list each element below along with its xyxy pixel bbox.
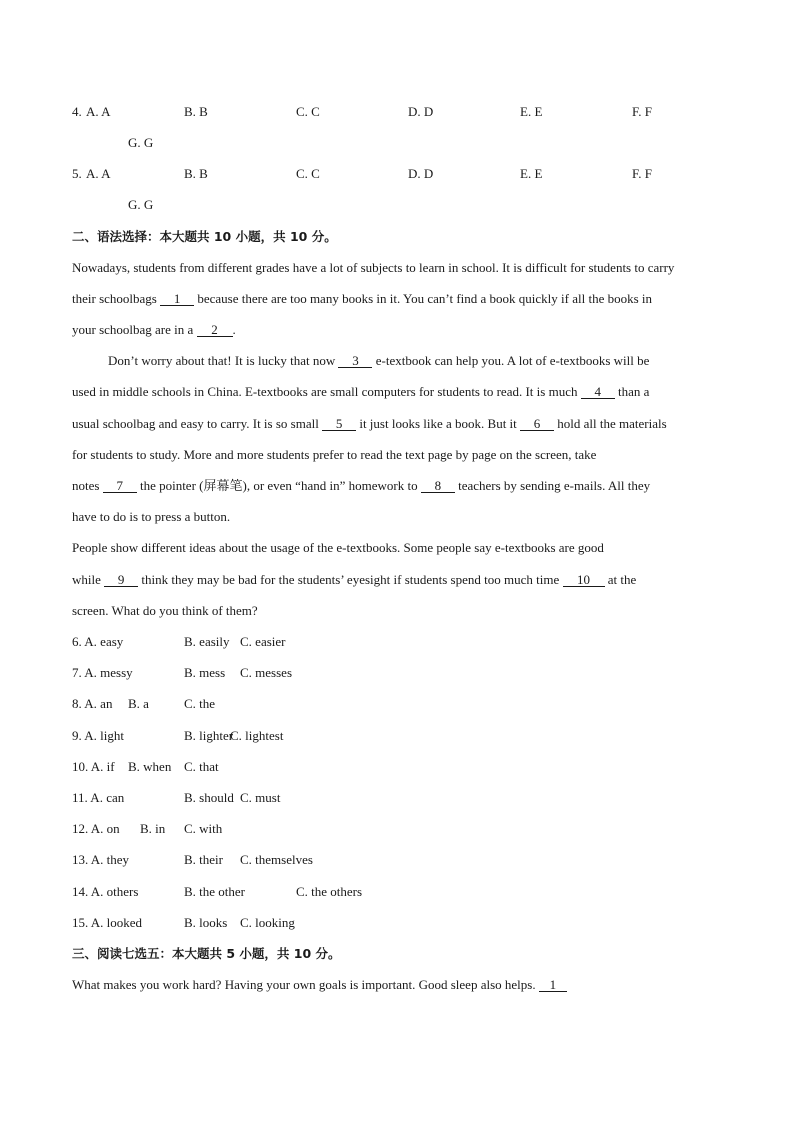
option-c: C. themselves [240, 852, 313, 867]
blank-10: 10 [563, 573, 605, 587]
blank-3: 3 [338, 354, 372, 368]
blank-9: 9 [104, 573, 138, 587]
passage-line [72, 977, 567, 993]
passage-text: it just looks like a book. But it [356, 416, 521, 431]
question-number: 4. [72, 104, 82, 119]
passage-line [72, 572, 636, 588]
blank-2: 2 [197, 323, 233, 337]
passage-line [108, 353, 649, 369]
passage-text: e-textbook can help you. A lot of e-textbooks will be [372, 353, 650, 368]
blank-7: 7 [103, 479, 137, 493]
passage-line [72, 322, 236, 338]
passage-text: Don’t worry about that! It is lucky that now [108, 353, 339, 368]
passage-text: hold all the materials [554, 416, 667, 431]
blank-5: 5 [322, 417, 356, 431]
option-f: F. F [632, 104, 652, 119]
option-c: C. lightest [230, 728, 284, 743]
passage-text: while [72, 572, 105, 587]
option-c: C. messes [240, 665, 292, 680]
option-c: C. C [296, 104, 320, 119]
blank-6: 6 [520, 417, 554, 431]
passage-text: the pointer (屏幕笔), or even “hand in” homework to [136, 478, 421, 493]
option-b: B. their [184, 852, 223, 867]
passage-text: usual schoolbag and easy to carry. It is so small [72, 416, 323, 431]
option-e: E. E [520, 104, 543, 119]
option-d: D. D [408, 104, 434, 119]
option-f: F. F [632, 166, 652, 181]
option-d: D. D [408, 166, 434, 181]
option-a: 7. A. messy [72, 665, 133, 680]
passage-text: think they may be bad for the students’ eyesight if students spend too much time [138, 572, 563, 587]
passage-line [72, 478, 650, 494]
option-a: 8. A. an [72, 696, 113, 711]
option-a: 9. A. light [72, 728, 125, 743]
option-a: 14. A. others [72, 884, 139, 899]
option-b: B. looks [184, 915, 228, 930]
option-c: C. C [296, 166, 320, 181]
passage-text: notes [72, 478, 103, 493]
option-a: 12. A. on [72, 821, 120, 836]
option-c: C. the others [296, 884, 363, 899]
question-number: 5. [72, 166, 82, 181]
option-a: A. A [86, 104, 111, 119]
blank-1: 1 [539, 978, 567, 992]
option-a: 6. A. easy [72, 634, 124, 649]
option-a: 15. A. looked [72, 915, 143, 930]
blank-1: 1 [160, 292, 194, 306]
passage-line [72, 416, 667, 432]
option-c: C. must [240, 790, 281, 805]
option-a: A. A [86, 166, 111, 181]
option-g: G. G [128, 197, 154, 212]
passage-text: their schoolbags [72, 291, 161, 306]
option-b: B. B [184, 104, 208, 119]
option-b: B. B [184, 166, 208, 181]
section-2-heading: 二、语法选择：本大题共 10 小题，共 10 分。 [72, 229, 337, 244]
option-c: C. the [184, 696, 216, 711]
passage-text: used in middle schools in China. E-textbooks are small computers for students to read. It is much [72, 384, 581, 399]
option-b: B. a [128, 696, 149, 711]
blank-4: 4 [581, 385, 615, 399]
option-c: C. easier [240, 634, 286, 649]
option-a: 11. A. can [72, 790, 125, 805]
passage-line: screen. What do you think of them? [72, 603, 258, 618]
option-a: 13. A. they [72, 852, 130, 867]
option-a: 10. A. if [72, 759, 115, 774]
passage-text: than a [614, 384, 650, 399]
passage-line: have to do is to press a button. [72, 509, 231, 524]
passage-text: your schoolbag are in a [72, 322, 197, 337]
passage-line [72, 384, 649, 400]
passage-text: . [232, 322, 236, 337]
passage-line: People show different ideas about the usage of the e-textbooks. Some people say e-textbooks are good [72, 540, 604, 555]
passage-text: because there are too many books in it. You can’t find a book quickly if all the books in [194, 291, 653, 306]
option-b: B. in [140, 821, 166, 836]
option-b: B. mess [184, 665, 226, 680]
passage-line [72, 291, 652, 307]
passage-line: Nowadays, students from different grades have a lot of subjects to learn in school. It is difficult for students to carry [72, 260, 675, 275]
passage-text: What makes you work hard? Having your own goals is important. Good sleep also helps. [72, 977, 539, 992]
section-3-heading: 三、阅读七选五：本大题共 5 小题，共 10 分。 [72, 946, 341, 961]
option-c: C. looking [240, 915, 295, 930]
option-b: B. lighter [184, 728, 234, 743]
option-b: B. should [184, 790, 234, 805]
option-g: G. G [128, 135, 154, 150]
option-c: C. with [184, 821, 223, 836]
blank-8: 8 [421, 479, 455, 493]
option-c: C. that [184, 759, 219, 774]
option-b: B. the other [184, 884, 246, 899]
option-e: E. E [520, 166, 543, 181]
option-b: B. when [128, 759, 172, 774]
passage-text: teachers by sending e-mails. All they [454, 478, 651, 493]
passage-line: for students to study. More and more students prefer to read the text page by page on the screen, take [72, 447, 597, 462]
passage-text: at the [604, 572, 637, 587]
option-b: B. easily [184, 634, 230, 649]
